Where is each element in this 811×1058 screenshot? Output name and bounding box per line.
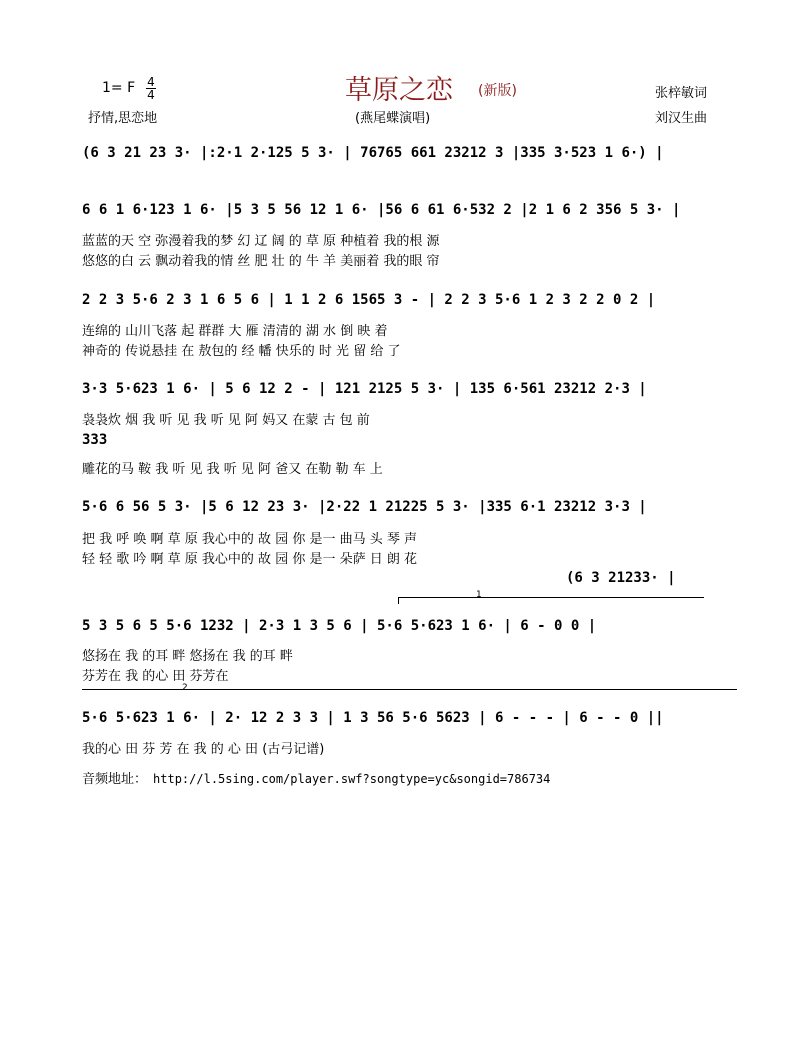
notation-line-5: 5·6 6 56 5 3· |5 6 12 23 3· |2·22 1 21225 5 3· |335 6·1 23212 3·3 |	[82, 499, 647, 515]
song-title: 草原之恋	[345, 75, 453, 106]
volta-1-bracket	[398, 597, 704, 604]
notation-line-7: 5·6 5·623 1 6· | 2· 12 2 3 3 | 1 3 56 5·6 5623 | 6 - - - | 6 - - 0 ||	[82, 710, 664, 726]
notation-line-3: 2 2 3 5·6 2 3 1 6 5 6 | 1 1 2 6 1565 3 - | 2 2 3 5·6 1 2 3 2 2 0 2 |	[82, 292, 656, 308]
time-bottom: 4	[147, 88, 155, 102]
time-signature	[146, 76, 156, 101]
lyric-line-5b: 轻 轻 歌 吟 啊 草 原 我心中的 故 园 你 是一 朵萨 日 朗 花	[82, 552, 417, 567]
notation-line-6: 5 3 5 6 5 5·6 1232 | 2·3 1 3 5 6 | 5·6 5·623 1 6· | 6 - 0 0 |	[82, 618, 597, 634]
notation-interlude: (6 3 21233· |	[566, 570, 676, 586]
lyric-line-6a: 悠扬在 我 的耳 畔 悠扬在 我 的耳 畔	[82, 649, 293, 664]
mood-marking: 抒情,思恋地	[88, 111, 158, 126]
composer: 刘汉生曲	[655, 111, 708, 126]
lyric-line-7a: 我的心 田 芬 芳 在 我 的 心 田 (古弓记谱)	[82, 742, 325, 757]
lyric-line-4b: 雕花的马 鞍 我 听 见 我 听 见 阿 爸又 在勒 勒 车 上	[82, 462, 383, 477]
notation-line-4: 3·3 5·623 1 6· | 5 6 12 2 - | 121 2125 5 3· | 135 6·561 23212 2·3 |	[82, 381, 647, 397]
key-signature: 1= F	[102, 80, 136, 96]
lyricist: 张梓敏词	[655, 86, 708, 101]
volta-2-bracket	[82, 689, 737, 696]
lyric-line-3b: 神奇的 传说悬挂 在 敖包的 经 幡 快乐的 时 光 留 给 了	[82, 344, 401, 359]
lyric-line-4a: 袅袅炊 烟 我 听 见 我 听 见 阿 妈又 在蒙 古 包 前	[82, 413, 370, 428]
notation-line-4-alt: 333	[82, 432, 108, 448]
notation-line-1: (6 3 21 23 3· |:2·1 2·125 5 3· | 76765 661 23212 3 |335 3·523 1 6·) |	[82, 145, 664, 161]
time-top: 4	[147, 75, 155, 89]
lyric-line-6b: 芬芳在 我 的心 田 芬芳在	[82, 669, 229, 684]
lyric-line-3a: 连绵的 山川飞落 起 群群 大 雁 清清的 湖 水 倒 映 着	[82, 324, 388, 339]
notation-line-2: 6 6 1 6·123 1 6· |5 3 5 56 12 1 6· |56 6 61 6·532 2 |2 1 6 2 356 5 3· |	[82, 202, 681, 218]
lyric-line-5a: 把 我 呼 唤 啊 草 原 我心中的 故 园 你 是一 曲马 头 琴 声	[82, 532, 417, 547]
song-subtitle: (新版)	[478, 83, 517, 99]
volta-2-label: 2	[182, 683, 188, 693]
lyric-line-2b: 悠悠的白 云 飘动着我的情 丝 肥 壮 的 牛 羊 美丽着 我的眼 帘	[82, 254, 440, 269]
singer: (燕尾蝶演唱)	[355, 111, 431, 126]
audio-address-link[interactable]: http://l.5sing.com/player.swf?songtype=yc&songid=786734	[153, 772, 551, 786]
audio-address	[82, 768, 550, 787]
volta-1-label: 1	[476, 590, 482, 600]
lyric-line-2a: 蓝蓝的天 空 弥漫着我的梦 幻 辽 阔 的 草 原 种植着 我的根 源	[82, 234, 440, 249]
audio-address-label: 音频地址：	[82, 772, 148, 787]
